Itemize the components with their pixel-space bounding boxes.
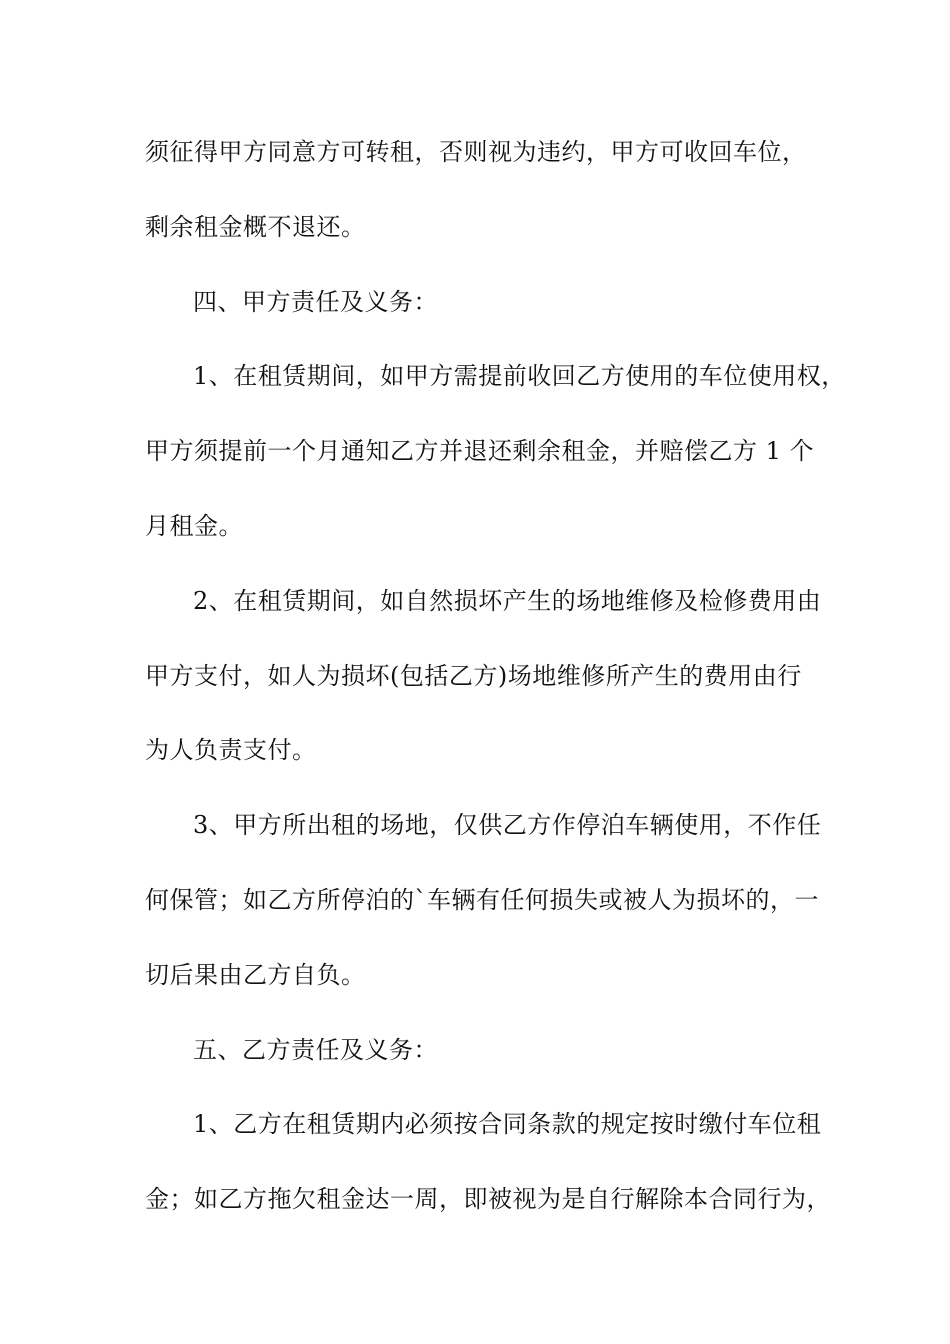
text-line: 2、在租赁期间，如自然损坏产生的场地维修及检修费用由	[193, 587, 822, 615]
text-line: 3、甲方所出租的场地，仅供乙方作停泊车辆使用，不作任	[193, 811, 822, 839]
text-line: 月租金。	[145, 512, 243, 540]
section-heading: 五、乙方责任及义务：	[193, 1036, 438, 1064]
text-line: 为人负责支付。	[145, 736, 317, 764]
text-line: 剩余租金概不退还。	[145, 213, 366, 241]
text-line: 甲方支付，如人为损坏(包括乙方)场地维修所产生的费用由行	[145, 662, 802, 690]
text-line: 1、乙方在租赁期内必须按合同条款的规定按时缴付车位租	[193, 1110, 822, 1138]
text-line: 1、在租赁期间，如甲方需提前收回乙方使用的车位使用权，	[193, 362, 846, 390]
text-line: 何保管；如乙方所停泊的`车辆有任何损失或被人为损坏的，一	[145, 886, 819, 914]
text-line: 须征得甲方同意方可转租，否则视为违约，甲方可收回车位，	[145, 138, 807, 166]
text-line: 甲方须提前一个月通知乙方并退还剩余租金，并赔偿乙方 1 个	[145, 437, 815, 465]
section-heading: 四、甲方责任及义务：	[193, 288, 438, 316]
text-line: 切后果由乙方自负。	[145, 961, 366, 989]
text-line: 金；如乙方拖欠租金达一周，即被视为是自行解除本合同行为，	[145, 1185, 831, 1213]
